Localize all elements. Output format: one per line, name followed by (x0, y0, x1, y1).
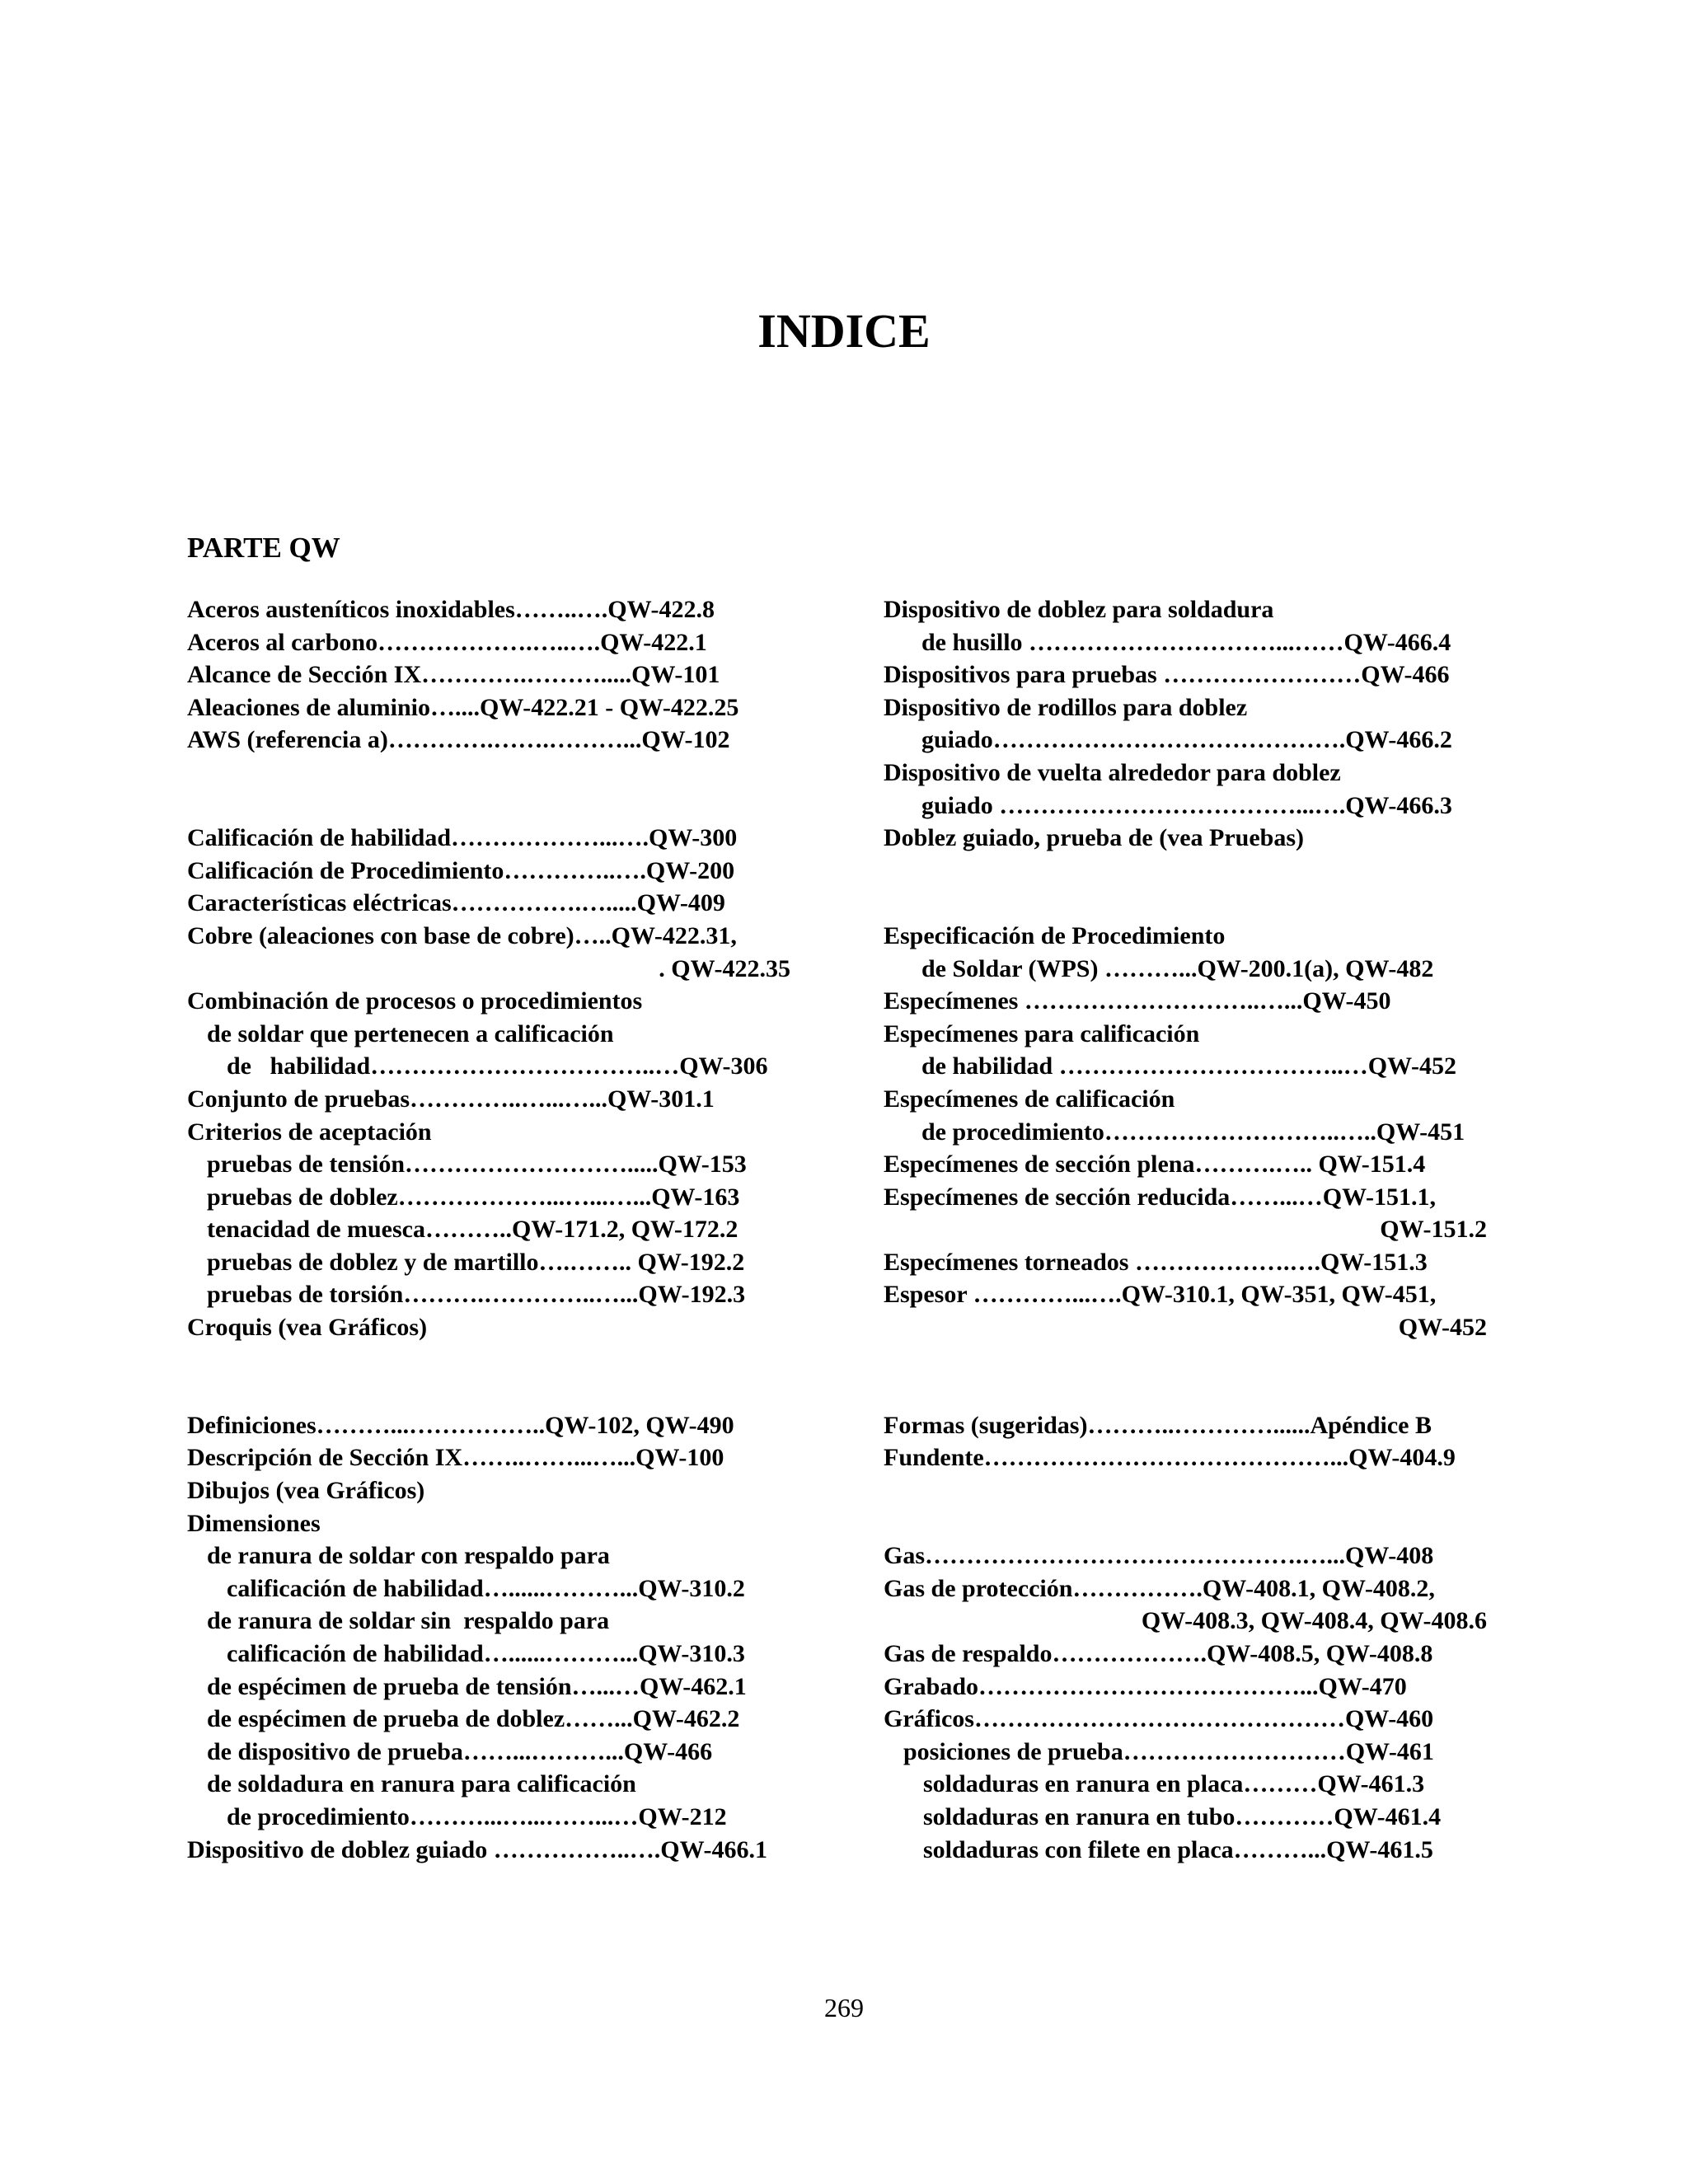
index-entry: soldaduras en ranura en placa………QW-461.3 (923, 1770, 1425, 1798)
index-entry: calificación de habilidad…......………...QW-310.3 (227, 1640, 745, 1667)
index-entry: Aleaciones de aluminio…....QW-422.21 - QW-422.25 (187, 693, 739, 721)
index-entry: Especificación de Procedimiento (884, 921, 1226, 949)
index-entry: calificación de habilidad…......………...QW-310.2 (227, 1574, 745, 1602)
index-entry: guiado…………………………………….QW-466.2 (921, 726, 1452, 754)
index-entry: QW-408.3, QW-408.4, QW-408.6 (1141, 1607, 1487, 1635)
index-entry: pruebas de tensión……………………….....QW-153 (207, 1151, 747, 1179)
index-entry: pruebas de doblez………………...…...…...QW-163 (207, 1183, 740, 1211)
index-entry: Dispositivo de vuelta alrededor para doblez (884, 758, 1341, 786)
index-entry: de espécimen de prueba de tensión…...…QW-462.1 (207, 1672, 747, 1700)
index-entry: pruebas de torsión……….…………..…...QW-192.3 (207, 1281, 746, 1309)
index-entry: Especímenes de calificación (884, 1085, 1175, 1113)
entry-spacer (187, 1376, 814, 1409)
index-entry: de habilidad ……………………………..…QW-452 (921, 1052, 1456, 1080)
index-entry: Dispositivo de rodillos para doblez (884, 693, 1248, 721)
entry-spacer (187, 790, 814, 823)
index-entry: Grabado…………………………………...QW-470 (884, 1672, 1407, 1700)
index-entry: Aceros austeníticos inoxidables……..….QW-422.8 (187, 596, 715, 623)
index-entry: Dibujos (vea Gráficos) (187, 1477, 425, 1505)
index-entry: Gas……………………………………….…...QW-408 (884, 1542, 1434, 1570)
index-entry: Especímenes torneados ……………….….QW-151.3 (884, 1248, 1428, 1276)
entry-spacer (187, 757, 814, 790)
entry-spacer (884, 1376, 1510, 1409)
index-entry: Dispositivos para pruebas ……………………QW-466 (884, 661, 1450, 689)
part-heading: PARTE QW (187, 532, 340, 564)
index-entry: Aceros al carbono……………….…..….QW-422.1 (187, 628, 707, 656)
index-entry: Alcance de Sección IX………….……….....QW-101 (187, 661, 720, 689)
index-entry: Criterios de aceptación (187, 1118, 432, 1146)
index-entry: Dispositivo de doblez para soldadura (884, 596, 1274, 623)
index-entry: Fundente……………………………………...QW-404.9 (884, 1444, 1456, 1472)
index-entry: de procedimiento………...…...……...…QW-212 (227, 1802, 727, 1830)
index-entry: Combinación de procesos o procedimientos (187, 987, 643, 1015)
index-entry: de ranura de soldar sin respaldo para (207, 1607, 610, 1635)
page-title: INDICE (757, 304, 931, 358)
index-entry: de dispositivo de prueba……...………...QW-466 (207, 1737, 713, 1765)
index-entry: de soldar que pertenecen a calificación (207, 1019, 614, 1047)
index-entry: Espesor …………...….QW-310.1, QW-351, QW-451, (884, 1281, 1437, 1309)
page-number: 269 (824, 1993, 864, 2022)
index-entry: Especímenes de sección plena……….….. QW-151.4 (884, 1151, 1426, 1179)
index-entry: Gas de protección…………….QW-408.1, QW-408.2, (884, 1574, 1435, 1602)
index-entry: Conjunto de pruebas…………..…...…...QW-301.1 (187, 1085, 715, 1113)
index-entry: soldaduras con filete en placa………...QW-461.5 (923, 1835, 1433, 1863)
index-entry: de soldadura en ranura para calificación (207, 1770, 636, 1798)
index-entry: Dimensiones (187, 1509, 321, 1537)
index-entry: Gas de respaldo……………….QW-408.5, QW-408.8 (884, 1640, 1433, 1667)
index-entry: Especímenes ………………………..…...QW-450 (884, 987, 1391, 1015)
index-entry: Doblez guiado, prueba de (vea Pruebas) (884, 824, 1304, 852)
index-entry: QW-151.2 (1380, 1216, 1487, 1244)
entry-spacer (884, 1507, 1510, 1540)
index-entry: Calificación de habilidad………………...….QW-300 (187, 824, 738, 852)
index-entry: Dispositivo de doblez guiado ……………..….QW-466.1 (187, 1835, 767, 1863)
index-entry: . QW-422.35 (659, 954, 790, 982)
entry-spacer (884, 1344, 1510, 1377)
index-column-left (187, 593, 814, 1866)
index-entry: Formas (sugeridas)………..…………......Apéndice B (884, 1411, 1432, 1439)
index-entry: de ranura de soldar con respaldo para (207, 1542, 610, 1570)
index-entry: de procedimiento………………………..…..QW-451 (921, 1118, 1465, 1146)
index-entry: Características eléctricas…………….….....QW-409 (187, 889, 725, 917)
entry-spacer (187, 1344, 814, 1377)
entry-spacer (884, 1474, 1510, 1507)
index-entry: de habilidad……………………………..…QW-306 (227, 1052, 768, 1080)
index-entry: Definiciones………...……………..QW-102, QW-490 (187, 1411, 734, 1439)
index-entry: posiciones de prueba………………………QW-461 (903, 1737, 1434, 1765)
index-entry: pruebas de doblez y de martillo….…….. QW-192.2 (207, 1248, 745, 1276)
index-entry: de Soldar (WPS) ………...QW-200.1(a), QW-482 (921, 954, 1434, 982)
index-entry: Cobre (aleaciones con base de cobre)…..QW-422.31, (187, 921, 737, 949)
index-entry: QW-452 (1398, 1314, 1487, 1342)
index-entry: tenacidad de muesca………..QW-171.2, QW-172.2 (207, 1216, 738, 1244)
index-entry: soldaduras en ranura en tubo…………QW-461.4 (923, 1802, 1442, 1830)
index-entry: guiado ………………………………...….QW-466.3 (921, 791, 1452, 819)
index-entry: Calificación de Procedimiento…………..….QW-200 (187, 856, 735, 884)
index-entry: Especímenes de sección reducida……...…QW-151.1, (884, 1183, 1436, 1211)
index-entry: de espécimen de prueba de doblez……...QW-462.2 (207, 1705, 740, 1733)
entry-spacer (884, 887, 1510, 920)
index-entry: AWS (referencia a)………….…….………...QW-102 (187, 726, 730, 754)
index-entry: Gráficos………………………………………QW-460 (884, 1705, 1434, 1733)
index-entry: Croquis (vea Gráficos) (187, 1314, 428, 1342)
entry-spacer (884, 855, 1510, 888)
index-column-right (884, 593, 1510, 1866)
index-entry: Descripción de Sección IX……..……...…...QW-100 (187, 1444, 724, 1472)
index-entry: de husillo …………………………...……QW-466.4 (921, 628, 1451, 656)
index-entry: Especímenes para calificación (884, 1019, 1200, 1047)
